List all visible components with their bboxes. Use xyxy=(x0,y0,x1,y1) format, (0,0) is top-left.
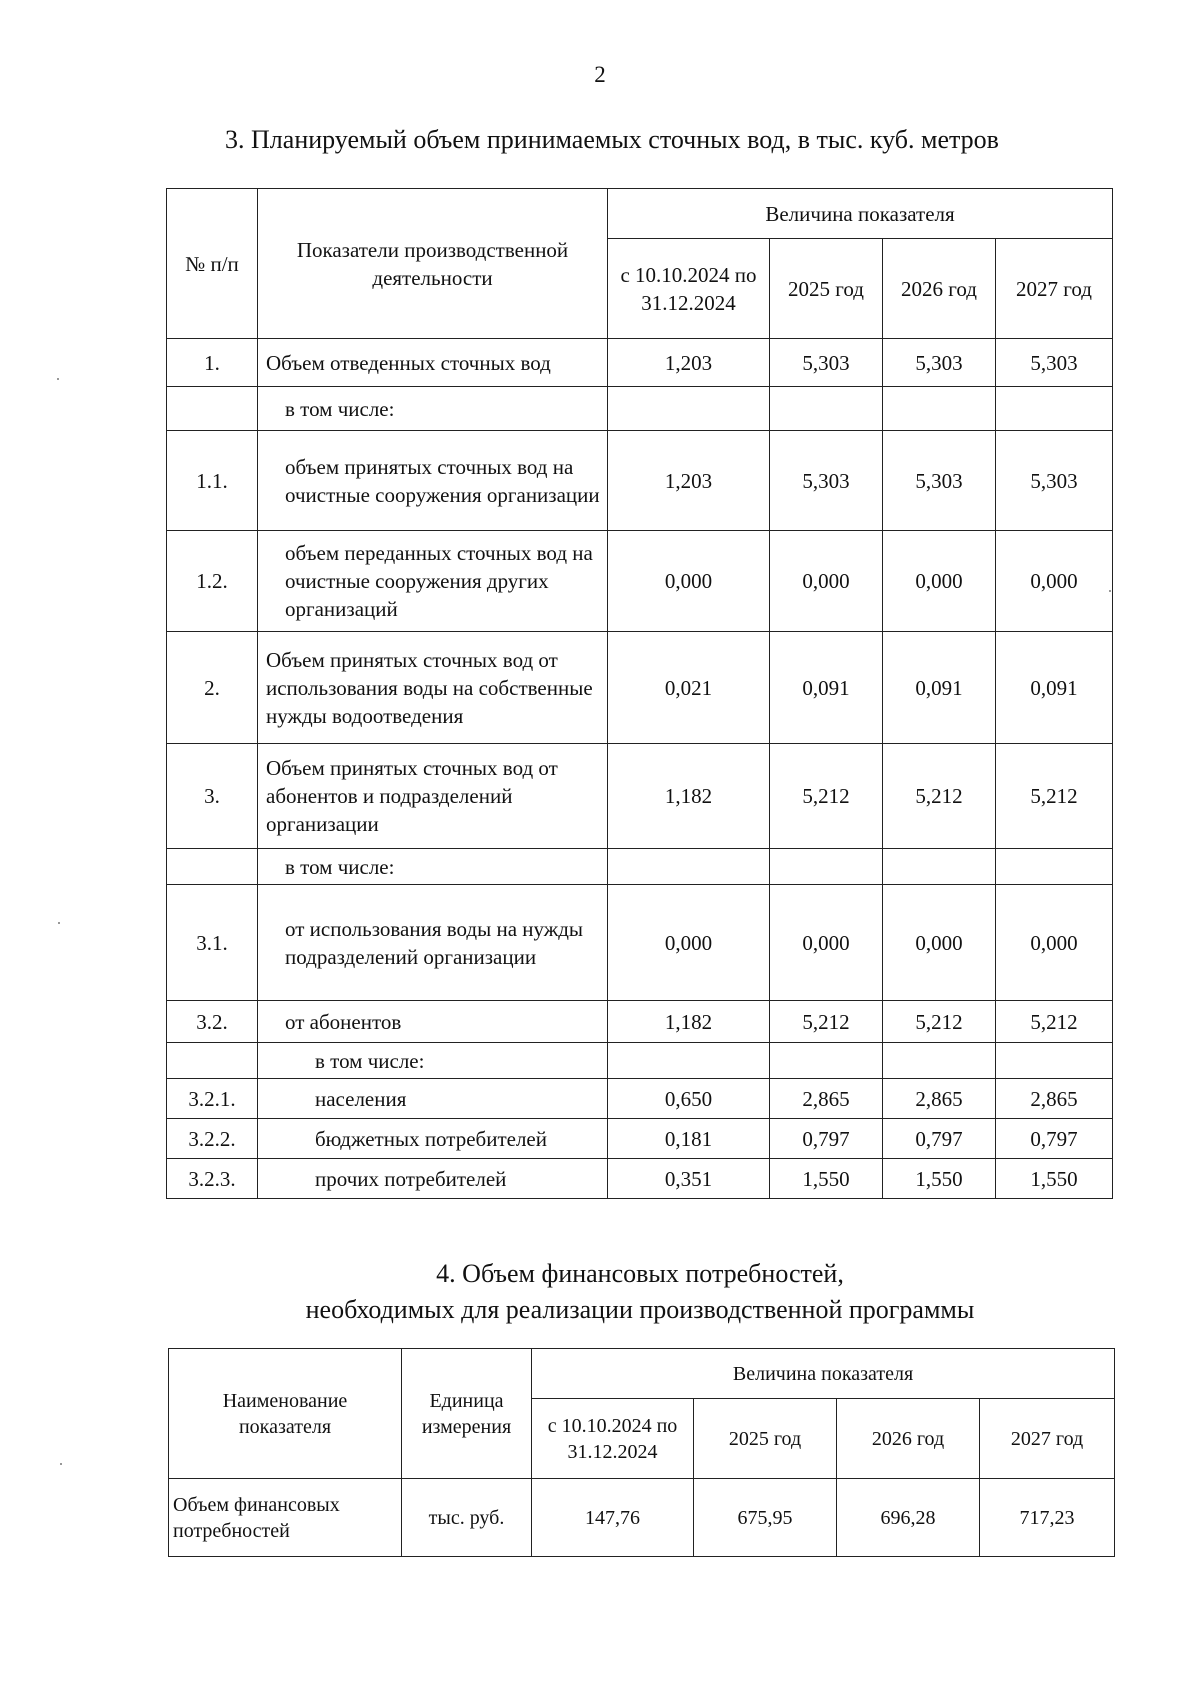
table-row xyxy=(167,387,1113,431)
row-value-3: 0,091 xyxy=(883,632,996,744)
fin-header-period-3: 2026 год xyxy=(837,1399,980,1479)
row-value-3 xyxy=(883,849,996,885)
fin-header-unit: Единица измерения xyxy=(402,1349,532,1479)
table-row xyxy=(167,1119,1113,1159)
table-row xyxy=(167,632,1113,744)
header-num: № п/п xyxy=(167,189,258,339)
scan-speck xyxy=(60,1463,62,1465)
scan-speck xyxy=(57,378,59,380)
row-value-1 xyxy=(608,849,770,885)
row-value-2: 1,550 xyxy=(770,1159,883,1199)
row-value-4: 0,091 xyxy=(996,632,1113,744)
row-value-2: 0,797 xyxy=(770,1119,883,1159)
row-number: 1.1. xyxy=(167,431,258,531)
row-value-1: 0,000 xyxy=(608,885,770,1001)
row-label: от абонентов xyxy=(258,1001,608,1043)
row-value-4: 5,303 xyxy=(996,431,1113,531)
row-label: бюджетных потребителей xyxy=(258,1119,608,1159)
row-value-3: 2,865 xyxy=(883,1079,996,1119)
table-row xyxy=(167,1043,1113,1079)
fin-row-value-2: 675,95 xyxy=(694,1479,837,1557)
row-value-2: 0,000 xyxy=(770,885,883,1001)
row-number: 1.2. xyxy=(167,531,258,632)
row-number: 3.2.1. xyxy=(167,1079,258,1119)
header-period-1: с 10.10.2024 по 31.12.2024 xyxy=(608,239,770,339)
header-indicator: Показатели производственной деятельности xyxy=(258,189,608,339)
row-value-4: 1,550 xyxy=(996,1159,1113,1199)
fin-header-period-2: 2025 год xyxy=(694,1399,837,1479)
fin-header-name: Наименование показателя xyxy=(169,1349,402,1479)
row-value-1: 0,021 xyxy=(608,632,770,744)
row-value-3: 0,000 xyxy=(883,885,996,1001)
row-value-3 xyxy=(883,387,996,431)
row-value-4: 5,212 xyxy=(996,1001,1113,1043)
row-number: 3.2.2. xyxy=(167,1119,258,1159)
row-value-2 xyxy=(770,387,883,431)
table-row xyxy=(167,1159,1113,1199)
row-value-1: 0,181 xyxy=(608,1119,770,1159)
section-4-title-line-1: 4. Объем финансовых потребностей, xyxy=(436,1259,844,1288)
row-value-1 xyxy=(608,1043,770,1079)
table-row xyxy=(167,744,1113,849)
row-label: Объем отведенных сточных вод xyxy=(258,339,608,387)
row-number: 3. xyxy=(167,744,258,849)
fin-row-value-3: 696,28 xyxy=(837,1479,980,1557)
fin-row-value-1: 147,76 xyxy=(532,1479,694,1557)
row-number xyxy=(167,387,258,431)
section-4-title xyxy=(40,1256,1200,1328)
row-value-3: 0,797 xyxy=(883,1119,996,1159)
header-period-3: 2026 год xyxy=(883,239,996,339)
row-label: населения xyxy=(258,1079,608,1119)
financial-needs-table xyxy=(168,1348,1115,1557)
row-value-4: 5,212 xyxy=(996,744,1113,849)
row-number: 2. xyxy=(167,632,258,744)
row-value-2: 5,303 xyxy=(770,339,883,387)
row-value-4 xyxy=(996,849,1113,885)
fin-row-value-4: 717,23 xyxy=(980,1479,1115,1557)
fin-header-period-1: с 10.10.2024 по 31.12.2024 xyxy=(532,1399,694,1479)
table-row xyxy=(167,885,1113,1001)
row-value-2 xyxy=(770,1043,883,1079)
row-value-1 xyxy=(608,387,770,431)
fin-row-name: Объем финансовых потребностей xyxy=(169,1479,402,1557)
row-value-2: 5,212 xyxy=(770,744,883,849)
row-value-4: 5,303 xyxy=(996,339,1113,387)
row-value-3: 1,550 xyxy=(883,1159,996,1199)
row-number xyxy=(167,1043,258,1079)
row-label: в том числе: xyxy=(258,849,608,885)
wastewater-volume-table xyxy=(166,188,1113,1199)
row-value-1: 0,351 xyxy=(608,1159,770,1199)
table-row xyxy=(167,431,1113,531)
row-value-3: 5,212 xyxy=(883,1001,996,1043)
row-value-4: 2,865 xyxy=(996,1079,1113,1119)
row-value-1: 1,182 xyxy=(608,744,770,849)
row-value-1: 0,000 xyxy=(608,531,770,632)
page-number: 2 xyxy=(594,62,606,87)
row-value-2: 2,865 xyxy=(770,1079,883,1119)
row-label: в том числе: xyxy=(258,1043,608,1079)
row-number: 3.1. xyxy=(167,885,258,1001)
row-value-4 xyxy=(996,1043,1113,1079)
row-value-1: 1,203 xyxy=(608,431,770,531)
row-value-2: 0,091 xyxy=(770,632,883,744)
fin-table-row xyxy=(169,1479,1115,1557)
fin-header-value-group: Величина показателя xyxy=(532,1349,1115,1399)
fin-header-period-4: 2027 год xyxy=(980,1399,1115,1479)
row-value-2: 5,212 xyxy=(770,1001,883,1043)
row-label: Объем принятых сточных вод от абонентов и подразделений организации xyxy=(258,744,608,849)
table-row xyxy=(167,1079,1113,1119)
row-value-3: 5,303 xyxy=(883,431,996,531)
scan-speck xyxy=(58,922,60,924)
table-row xyxy=(167,531,1113,632)
row-label: в том числе: xyxy=(258,387,608,431)
row-number: 3.2.3. xyxy=(167,1159,258,1199)
table-row xyxy=(167,339,1113,387)
row-value-2: 5,303 xyxy=(770,431,883,531)
row-value-4 xyxy=(996,387,1113,431)
row-label: Объем принятых сточных вод от использования воды на собственные нужды водоотведения xyxy=(258,632,608,744)
row-number xyxy=(167,849,258,885)
row-number: 3.2. xyxy=(167,1001,258,1043)
row-value-1: 1,182 xyxy=(608,1001,770,1043)
header-period-4: 2027 год xyxy=(996,239,1113,339)
section-4-title-line-2: необходимых для реализации производственной программы xyxy=(305,1295,975,1324)
row-value-2 xyxy=(770,849,883,885)
row-value-4: 0,797 xyxy=(996,1119,1113,1159)
header-period-2: 2025 год xyxy=(770,239,883,339)
row-value-3: 5,212 xyxy=(883,744,996,849)
row-value-3 xyxy=(883,1043,996,1079)
row-label: от использования воды на нужды подразделений организации xyxy=(258,885,608,1001)
table-row xyxy=(167,849,1113,885)
row-value-1: 1,203 xyxy=(608,339,770,387)
header-value-group: Величина показателя xyxy=(608,189,1113,239)
row-value-4: 0,000 xyxy=(996,531,1113,632)
row-label: прочих потребителей xyxy=(258,1159,608,1199)
row-label: объем переданных сточных вод на очистные сооружения других организаций xyxy=(258,531,608,632)
row-label: объем принятых сточных вод на очистные сооружения организации xyxy=(258,431,608,531)
row-value-1: 0,650 xyxy=(608,1079,770,1119)
table-row xyxy=(167,1001,1113,1043)
row-number: 1. xyxy=(167,339,258,387)
row-value-2: 0,000 xyxy=(770,531,883,632)
row-value-4: 0,000 xyxy=(996,885,1113,1001)
section-3-title: 3. Планируемый объем принимаемых сточных вод, в тыс. куб. метров xyxy=(225,125,999,154)
row-value-3: 5,303 xyxy=(883,339,996,387)
fin-row-unit: тыс. руб. xyxy=(402,1479,532,1557)
row-value-3: 0,000 xyxy=(883,531,996,632)
scan-speck xyxy=(1109,590,1111,592)
